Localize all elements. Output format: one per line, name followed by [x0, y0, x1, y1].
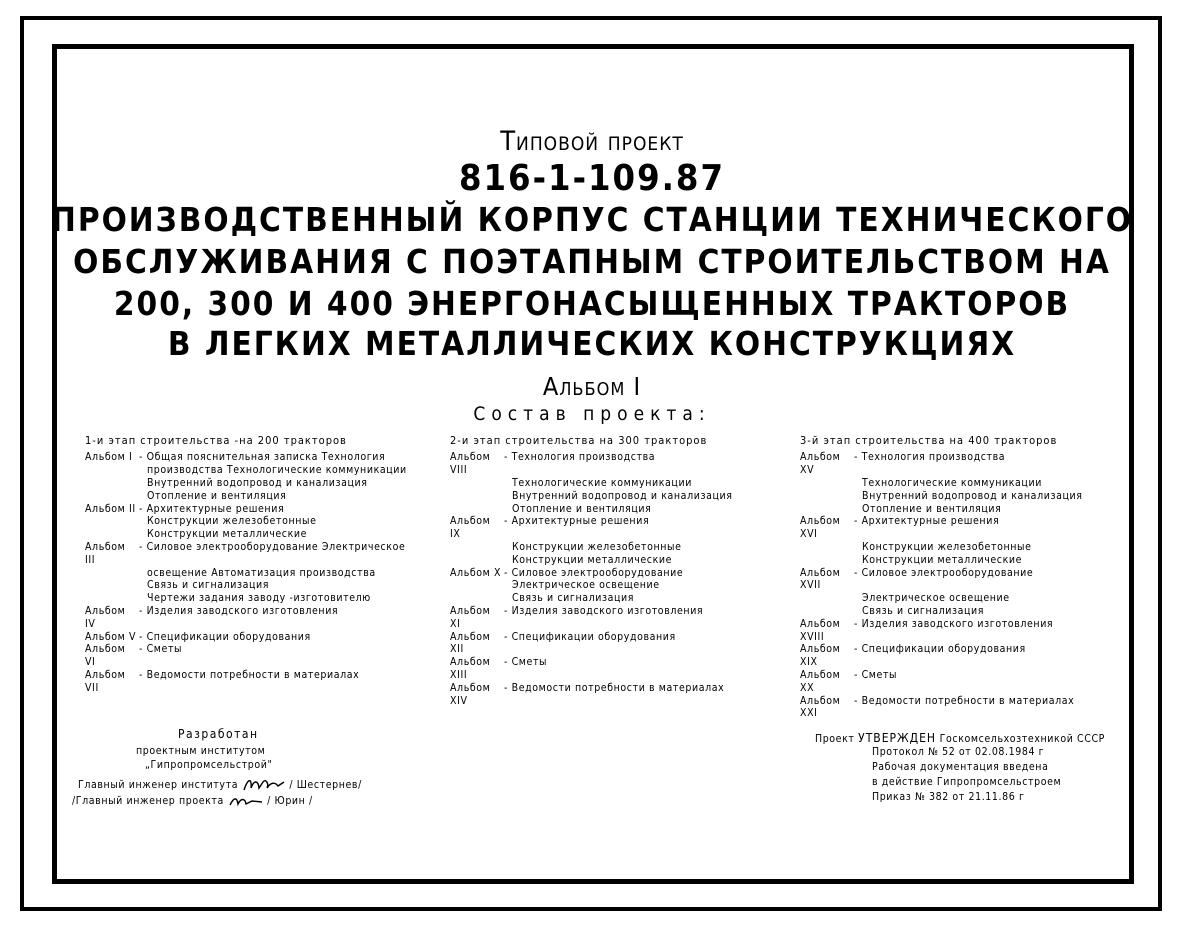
album-row	[85, 669, 407, 695]
album-label: Альбом III	[85, 540, 126, 566]
album-text: - Технология производства	[504, 451, 656, 464]
album-heading: Альбом I	[542, 372, 642, 401]
album-text: Конструкции металлические	[512, 553, 673, 566]
album-text: - Архитектурные решения	[139, 502, 285, 515]
album-text: - Ведомости потребности в материалах	[139, 668, 360, 681]
album-text: - Архитектурные решения	[504, 515, 650, 528]
album-text: - Изделия заводского изготовления	[139, 604, 339, 617]
album-row	[450, 541, 733, 554]
album-text: - Ведомости потребности в материалах	[504, 681, 725, 694]
album-row	[85, 631, 407, 644]
album-label: Альбом IX	[450, 515, 491, 541]
album-row	[800, 477, 1083, 490]
approval-rest: Госкомсельхозтехникой СССР	[939, 733, 1105, 745]
album-text: - Изделия заводского изготовления	[854, 617, 1054, 630]
album-row	[85, 451, 407, 464]
developer-line-1: проектным институтом	[136, 745, 266, 757]
album-label	[450, 490, 504, 503]
album-label: Альбом XII	[450, 630, 491, 656]
album-label: Альбом XIX	[800, 643, 841, 669]
album-row	[800, 515, 1083, 541]
album-text: Внутренний водопровод и канализация	[147, 477, 368, 489]
stage-heading: 2-и этап строительства на 300 тракторов	[450, 434, 708, 447]
album-row	[800, 554, 1083, 567]
album-row	[450, 490, 733, 503]
album-label: Альбом XIV	[450, 681, 491, 707]
album-text: Связь и сигнализация	[147, 579, 270, 592]
stage-2-column	[450, 434, 733, 707]
title-line-4: В ЛЕГКИХ МЕТАЛЛИЧЕСКИХ КОНСТРУКЦИЯХ	[167, 324, 1017, 363]
album-label: Альбом XVIII	[800, 617, 841, 643]
album-text: Отопление и вентиляция	[147, 489, 287, 502]
album-text: - Изделия заводского изготовления	[504, 604, 704, 617]
album-text: - Спецификации оборудования	[504, 630, 676, 643]
album-text: - Сметы	[854, 668, 898, 681]
chief-engineer-row	[78, 776, 362, 794]
album-text: Внутренний водопровод и канализация	[512, 489, 733, 502]
album-row	[85, 541, 407, 567]
album-text: - Силовое электрооборудование	[854, 566, 1034, 579]
album-text: Конструкции металлические	[862, 553, 1023, 566]
album-label: Альбом IV	[85, 604, 126, 630]
project-engineer-label: /Главный инженер проекта	[72, 795, 224, 807]
signature-project-icon	[228, 793, 264, 809]
album-row	[450, 515, 733, 541]
project-number: 816-1-109.87	[458, 158, 725, 199]
album-row	[450, 554, 733, 567]
album-label	[800, 605, 854, 618]
album-row	[85, 605, 407, 631]
approval-line-3: Рабочая документация введена	[872, 761, 1049, 773]
album-row	[85, 477, 407, 490]
album-text: - Архитектурные решения	[854, 515, 1000, 528]
album-text: Электрическое освещение	[862, 592, 1010, 605]
signature-chief-icon	[242, 776, 286, 794]
album-row	[450, 503, 733, 516]
album-text: - Силовое электрооборудование Электрическое	[139, 540, 406, 553]
album-row	[800, 605, 1083, 618]
album-row	[800, 451, 1083, 477]
album-row	[85, 579, 407, 592]
album-row	[85, 592, 407, 605]
project-engineer-row	[72, 793, 313, 809]
album-row	[450, 605, 733, 631]
album-row	[85, 464, 407, 477]
album-label	[450, 503, 504, 516]
album-row	[450, 682, 733, 708]
album-row	[800, 567, 1083, 593]
album-label	[85, 567, 139, 580]
album-label	[800, 477, 854, 490]
album-text: производства Технологические коммуникации	[147, 464, 407, 477]
album-row	[85, 567, 407, 580]
album-label: Альбом XXI	[800, 694, 841, 720]
album-text: Технологические коммуникации	[862, 477, 1042, 489]
album-row	[450, 592, 733, 605]
album-text: Конструкции железобетонные	[862, 540, 1032, 553]
album-row	[85, 528, 407, 541]
title-line-1: ПРОИЗВОДСТВЕННЫЙ КОРПУС СТАНЦИИ ТЕХНИЧЕСКОГО	[50, 200, 1134, 239]
album-label: Альбом XVII	[800, 566, 841, 592]
album-label	[450, 477, 504, 490]
album-label: Альбом XIII	[450, 656, 491, 681]
album-row	[450, 656, 733, 682]
album-label	[450, 554, 504, 567]
album-row	[800, 490, 1083, 503]
album-label: Альбом II	[85, 502, 136, 515]
album-text: Технологические коммуникации	[512, 477, 692, 489]
album-text: Конструкции железобетонные	[147, 515, 317, 528]
album-row	[85, 515, 407, 528]
album-label: Альбом XVI	[800, 515, 841, 541]
album-text: - Ведомости потребности в материалах	[854, 694, 1075, 707]
album-row	[800, 541, 1083, 554]
album-row	[85, 490, 407, 503]
title-line-3: 200, 300 И 400 ЭНЕРГОНАСЫЩЕННЫХ ТРАКТОРОВ	[113, 284, 1071, 323]
album-label	[450, 579, 504, 592]
stage-1-column	[85, 434, 407, 695]
album-text: - Сметы	[139, 643, 183, 656]
album-label	[85, 592, 139, 605]
album-text: Отопление и вентиляция	[862, 502, 1002, 515]
developer-line-2: „Гипропромсельстрой"	[145, 759, 273, 771]
album-row	[800, 643, 1083, 669]
album-label	[85, 477, 139, 490]
album-label: Альбом I	[85, 451, 133, 464]
album-label	[85, 490, 139, 503]
album-label: Альбом V	[85, 630, 137, 643]
album-label: Альбом XV	[800, 451, 841, 477]
album-row	[450, 567, 733, 580]
album-text: - Силовое электрооборудование	[504, 566, 684, 579]
album-label: Альбом X	[450, 566, 502, 579]
album-text: освещение Автоматизация производства	[147, 566, 376, 579]
album-text: - Общая пояснительная записка Технология	[139, 451, 386, 464]
album-label	[85, 464, 139, 477]
album-row	[85, 503, 407, 516]
title-line-2: ОБСЛУЖИВАНИЯ С ПОЭТАПНЫМ СТРОИТЕЛЬСТВОМ НА	[73, 242, 1111, 281]
stage-heading: 3-й этап строительства на 400 тракторов	[800, 434, 1058, 447]
composition-heading: Состав проекта:	[473, 403, 711, 425]
album-text: - Технология производства	[854, 451, 1006, 464]
album-label	[800, 503, 854, 516]
developer-title: Разработан	[178, 727, 259, 741]
approval-line-5: Приказ № 382 от 21.11.86 г	[872, 791, 1025, 803]
album-text: Связь и сигнализация	[512, 592, 635, 605]
album-text: Конструкции металлические	[147, 528, 308, 541]
album-label	[800, 490, 854, 503]
album-label	[85, 528, 139, 541]
album-row	[450, 631, 733, 657]
album-label	[800, 541, 854, 554]
album-label	[450, 541, 504, 554]
album-text: Чертежи задания заводу -изготовителю	[147, 592, 371, 605]
album-label: Альбом VIII	[450, 451, 491, 477]
album-row	[800, 669, 1083, 695]
album-row	[800, 592, 1083, 605]
album-label: Альбом VII	[85, 668, 126, 694]
project-engineer-name: / Юрин /	[267, 795, 313, 807]
approval-key: УТВЕРЖДЕН	[858, 731, 937, 745]
stage-3-column	[800, 434, 1083, 720]
album-text: - Спецификации оборудования	[139, 630, 311, 643]
album-label	[800, 592, 854, 605]
album-label: Альбом VI	[85, 643, 126, 669]
approval-line-2: Протокол № 52 от 02.08.1984 г	[872, 746, 1045, 758]
album-text: Отопление и вентиляция	[512, 502, 652, 515]
stage-heading: 1-и этап строительства -на 200 тракторов	[85, 434, 347, 447]
album-label	[800, 554, 854, 567]
album-label	[85, 579, 139, 592]
album-row	[450, 579, 733, 592]
chief-engineer-label: Главный инженер института	[78, 779, 239, 791]
album-text: Связь и сигнализация	[862, 604, 985, 617]
album-row	[450, 451, 733, 477]
album-label: Альбом XI	[450, 604, 491, 630]
approval-line-4: в действие Гипропромсельстроем	[872, 776, 1062, 788]
project-series: Типовой проект	[500, 126, 684, 157]
approval-prefix: Проект	[815, 733, 855, 745]
album-label	[85, 515, 139, 528]
album-text: - Спецификации оборудования	[854, 643, 1026, 656]
album-text: - Сметы	[504, 656, 548, 669]
album-row	[450, 477, 733, 490]
album-row	[800, 503, 1083, 516]
approval-line-1	[815, 731, 1105, 747]
chief-engineer-name: / Шестернев/	[289, 779, 362, 791]
album-text: Конструкции железобетонные	[512, 540, 682, 553]
album-row	[800, 618, 1083, 644]
album-label: Альбом XX	[800, 668, 841, 694]
album-row	[85, 643, 407, 669]
album-text: Внутренний водопровод и канализация	[862, 489, 1083, 502]
album-row	[800, 695, 1083, 721]
album-text: Электрическое освещение	[512, 579, 660, 592]
album-label	[450, 592, 504, 605]
